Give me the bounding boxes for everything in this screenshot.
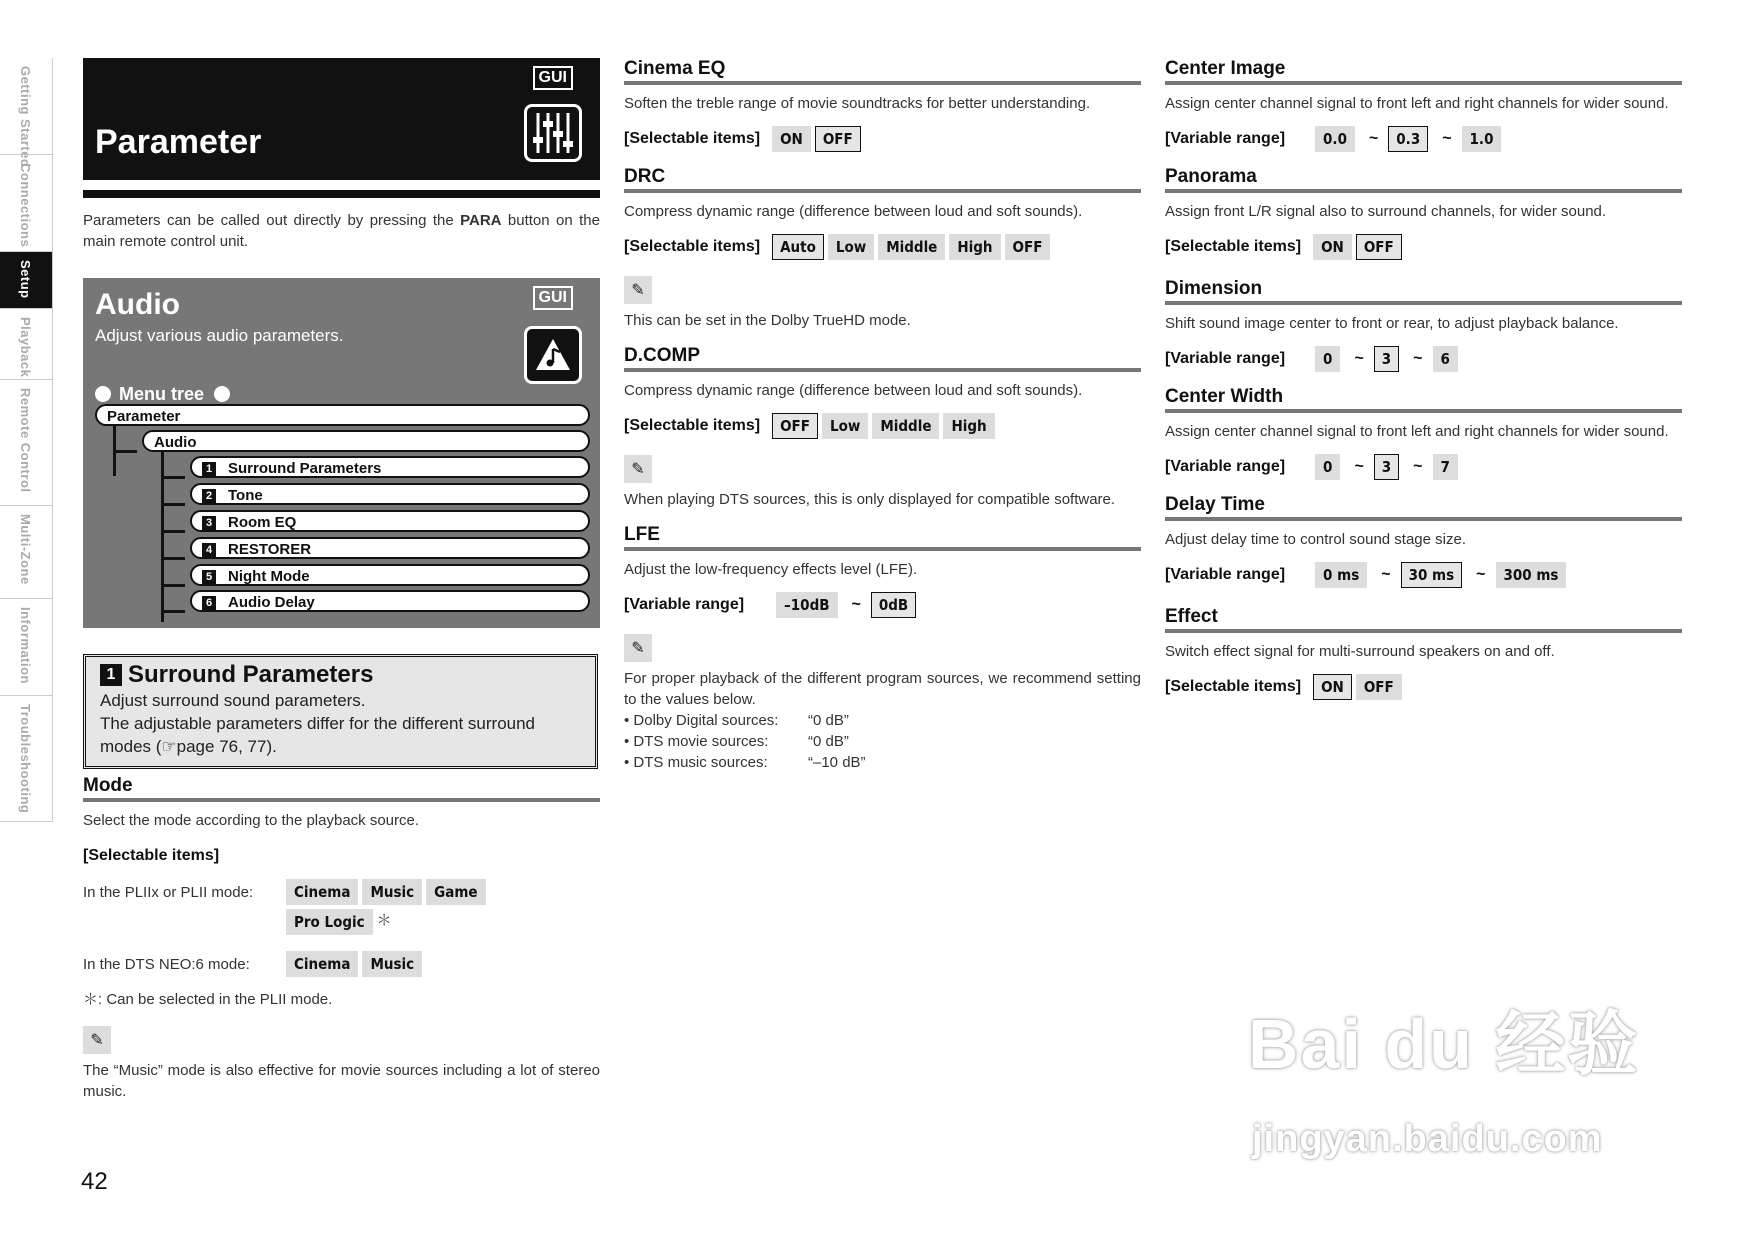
mode-row-dts [83, 951, 600, 977]
lfe-bullet: • DTS movie sources: “0 dB” [624, 733, 849, 750]
chip-low[interactable]: Low [822, 413, 868, 439]
chip-off[interactable]: OFF [1356, 234, 1402, 260]
chip-low[interactable]: Low [828, 234, 874, 260]
chip-max[interactable]: 1.0 [1462, 126, 1502, 152]
chip-high[interactable]: High [949, 234, 1000, 260]
chip-cinema-dts[interactable]: Cinema [286, 951, 358, 977]
page-title: Parameter [95, 123, 262, 161]
center-image-range: [Variable range] 0.0 ~ 0.3 ~ 1.0 [1165, 126, 1682, 152]
drc-note: This can be set in the Dolby TrueHD mode. [624, 312, 911, 329]
drc-heading: DRC [624, 166, 1141, 193]
dcomp-note: When playing DTS sources, this is only displayed for compatible software. [624, 491, 1116, 508]
chip-lfe-min[interactable]: –10dB [776, 592, 837, 618]
chip-default[interactable]: 0.3 [1388, 126, 1428, 152]
chip-pro-logic[interactable]: Pro Logic [286, 909, 373, 935]
tree-item-parameter[interactable]: Parameter [95, 404, 590, 426]
mode-row-pl [83, 879, 600, 935]
tree-item-night-mode[interactable]: 5 Night Mode [190, 564, 590, 586]
audio-title: Audio [95, 288, 180, 321]
chip-on[interactable]: ON [772, 126, 811, 152]
effect-options: [Selectable items] ON OFF [1165, 674, 1682, 700]
dimension-range: [Variable range] 0 ~ 3 ~ 6 [1165, 346, 1682, 372]
pencil-icon: ✎ [624, 276, 652, 304]
center-image-description: Assign center channel signal to front left and right channels for wider sound. [1165, 95, 1669, 112]
surround-title: 1 Surround Parameters [100, 661, 581, 689]
dcomp-options: [Selectable items] OFF Low Middle High [624, 413, 1141, 439]
chip-cinema[interactable]: Cinema [286, 879, 358, 905]
chip-music-dts[interactable]: Music [362, 951, 422, 977]
chip-on[interactable]: ON [1313, 234, 1352, 260]
tree-item-audio-delay[interactable]: 6 Audio Delay [190, 590, 590, 612]
chip-min[interactable]: 0 [1315, 346, 1340, 372]
chip-high[interactable]: High [943, 413, 994, 439]
dcomp-description: Compress dynamic range (difference between loud and soft sounds). [624, 382, 1083, 399]
mode-footnote: ＊: Can be selected in the PLII mode. [83, 991, 333, 1008]
surround-line-3: modes (☞page 76, 77). [100, 737, 277, 756]
lfe-bullet: • Dolby Digital sources: “0 dB” [624, 712, 849, 729]
lfe-description: Adjust the low-frequency effects level (LFE). [624, 561, 918, 578]
audio-note-icon [524, 326, 582, 384]
tree-item-tone[interactable]: 2 Tone [190, 483, 590, 505]
pencil-icon: ✎ [624, 634, 652, 662]
center-width-description: Assign center channel signal to front left and right channels for wider sound. [1165, 423, 1669, 440]
lfe-note: For proper playback of the different program sources, we recommend setting to the values below. [624, 670, 1141, 708]
pencil-icon: ✎ [624, 455, 652, 483]
title-stripe [83, 190, 600, 198]
cinema-eq-options: [Selectable items] ON OFF [624, 126, 1141, 152]
panorama-options: [Selectable items] ON OFF [1165, 234, 1682, 260]
chip-off[interactable]: OFF [815, 126, 861, 152]
watermark-url: jingyan.baidu.com [1252, 1118, 1603, 1160]
dimension-description: Shift sound image center to front or rear, to adjust playback balance. [1165, 315, 1619, 332]
menu-tree-label: Menu tree [95, 384, 230, 405]
chip-min[interactable]: 0 [1315, 454, 1340, 480]
effect-description: Switch effect signal for multi-surround speakers on and off. [1165, 643, 1555, 660]
chip-max[interactable]: 6 [1433, 346, 1458, 372]
delay-time-range: [Variable range] 0 ms ~ 30 ms ~ 300 ms [1165, 562, 1682, 588]
mode-heading: Mode [83, 775, 600, 802]
side-tab-bar [0, 58, 53, 822]
chip-on[interactable]: ON [1313, 674, 1352, 700]
drc-description: Compress dynamic range (difference between loud and soft sounds). [624, 203, 1083, 220]
center-image-heading: Center Image [1165, 58, 1682, 85]
gui-badge: GUI [533, 66, 573, 90]
column-middle [624, 58, 1141, 773]
cinema-eq-heading: Cinema EQ [624, 58, 1141, 85]
tree-item-room-eq[interactable]: 3 Room EQ [190, 510, 590, 532]
dts-mode-label: In the DTS NEO:6 mode: [83, 956, 250, 973]
side-tab-remote-control[interactable]: Remote Control [0, 380, 53, 506]
pl-mode-label: In the PLIIx or PLII mode: [83, 884, 254, 901]
lfe-range: [Variable range] –10dB ~ 0dB [624, 592, 1141, 618]
lfe-bullet: • DTS music sources: “–10 dB” [624, 754, 866, 771]
audio-description: Adjust various audio parameters. [95, 326, 344, 345]
pencil-icon: ✎ [83, 1026, 111, 1054]
dcomp-heading: D.COMP [624, 345, 1141, 372]
drc-options: [Selectable items] Auto Low Middle High OFF [624, 234, 1141, 260]
delay-time-description: Adjust delay time to control sound stage size. [1165, 531, 1466, 548]
side-tab-multi-zone[interactable]: Multi-Zone [0, 506, 53, 599]
side-tab-playback[interactable]: Playback [0, 309, 53, 380]
tree-item-audio[interactable]: Audio [142, 430, 590, 452]
equalizer-icon [524, 104, 582, 162]
dimension-heading: Dimension [1165, 278, 1682, 305]
mode-section [83, 775, 600, 1102]
chip-lfe-max[interactable]: 0dB [871, 592, 916, 618]
watermark-logo: Bai du 经验 [1248, 1005, 1640, 1083]
asterisk-mark: ＊ [376, 912, 392, 929]
parameter-header [83, 58, 600, 180]
chip-music[interactable]: Music [362, 879, 422, 905]
surround-line-2: The adjustable parameters differ for the different surround [100, 714, 536, 733]
mode-description: Select the mode according to the playback source. [83, 812, 420, 829]
center-width-heading: Center Width [1165, 386, 1682, 413]
side-tab-troubleshooting[interactable]: Troubleshooting [0, 696, 53, 822]
chip-off[interactable]: OFF [1005, 234, 1051, 260]
chip-middle[interactable]: Middle [872, 413, 939, 439]
cinema-eq-description: Soften the treble range of movie soundtracks for better understanding. [624, 95, 1091, 112]
side-tab-setup[interactable]: Setup [0, 252, 53, 309]
column-right [1165, 58, 1682, 700]
chip-middle[interactable]: Middle [878, 234, 945, 260]
audio-menu-box [83, 278, 600, 628]
panorama-description: Assign front L/R signal also to surround channels, for wider sound. [1165, 203, 1607, 220]
surround-parameters-box [83, 654, 598, 769]
column-left [83, 58, 600, 1102]
chip-default[interactable]: 30 ms [1401, 562, 1463, 588]
chip-max[interactable]: 7 [1433, 454, 1458, 480]
chip-game[interactable]: Game [426, 879, 485, 905]
lfe-heading: LFE [624, 524, 1141, 551]
chip-min[interactable]: 0.0 [1315, 126, 1355, 152]
mode-selectable-label: [Selectable items] [83, 847, 220, 864]
side-tab-getting-started[interactable]: Getting Started [0, 58, 53, 155]
side-tab-connections[interactable]: Connections [0, 155, 53, 252]
chip-min[interactable]: 0 ms [1315, 562, 1367, 588]
chip-default[interactable]: 3 [1374, 454, 1399, 480]
center-width-range: [Variable range] 0 ~ 3 ~ 7 [1165, 454, 1682, 480]
parameter-intro: Parameters can be called out directly by pressing the PARA button on the main remote control unit. [83, 212, 600, 250]
chip-auto[interactable]: Auto [772, 234, 824, 260]
side-tab-information[interactable]: Information [0, 599, 53, 696]
effect-heading: Effect [1165, 606, 1682, 633]
tree-item-restorer[interactable]: 4 RESTORER [190, 537, 590, 559]
surround-line-1: Adjust surround sound parameters. [100, 691, 366, 710]
gui-badge: GUI [533, 286, 573, 310]
chip-off[interactable]: OFF [772, 413, 818, 439]
chip-max[interactable]: 300 ms [1496, 562, 1567, 588]
page-number: 42 [81, 1168, 108, 1195]
delay-time-heading: Delay Time [1165, 494, 1682, 521]
panorama-heading: Panorama [1165, 166, 1682, 193]
chip-default[interactable]: 3 [1374, 346, 1399, 372]
mode-note: The “Music” mode is also effective for movie sources including a lot of stereo music. [83, 1062, 600, 1100]
tree-item-surround-parameters[interactable]: 1 Surround Parameters [190, 456, 590, 478]
chip-off[interactable]: OFF [1356, 674, 1402, 700]
